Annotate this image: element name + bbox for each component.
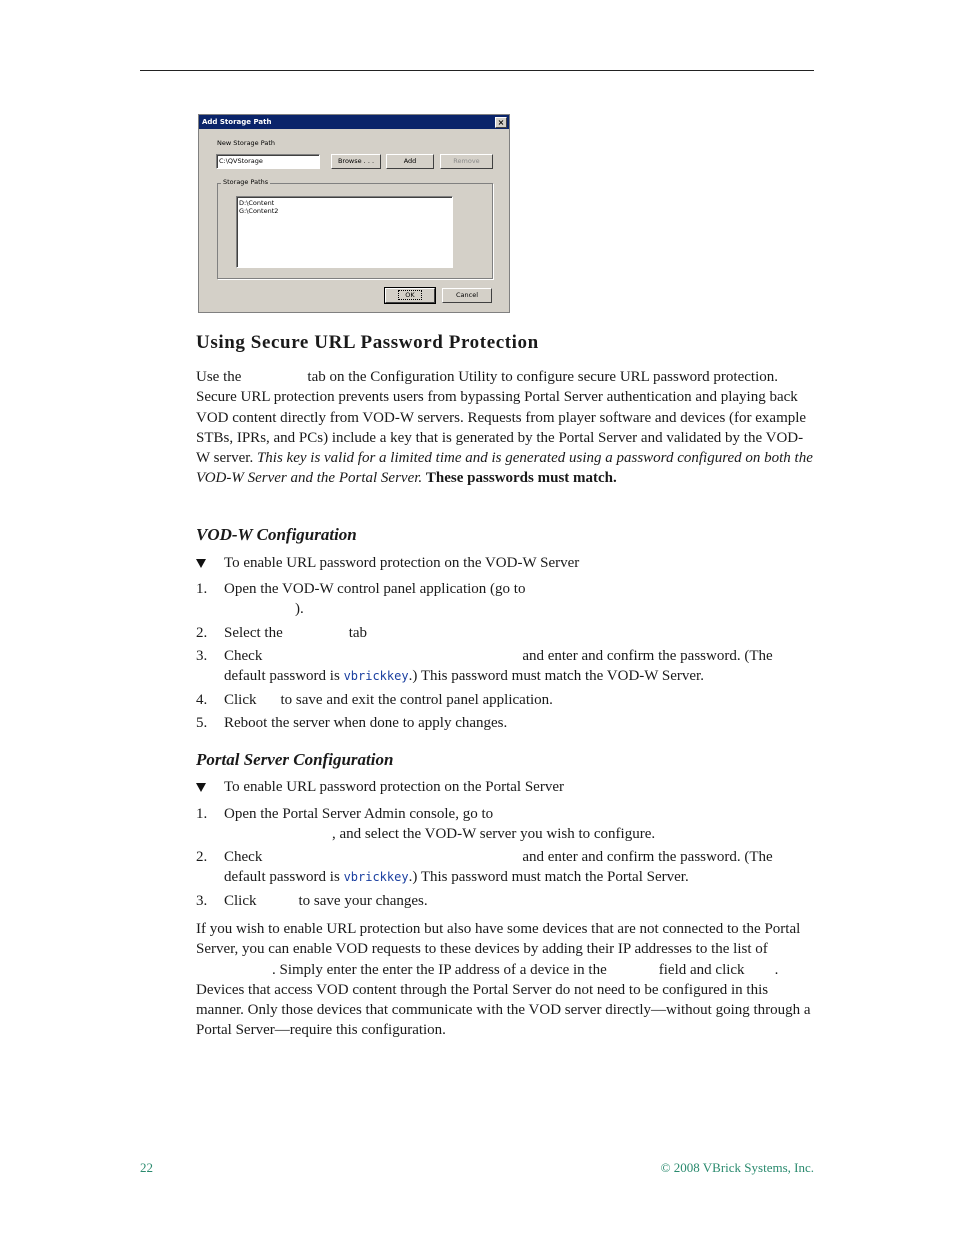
step-number: 1. — [196, 806, 208, 822]
browse-button[interactable]: Browse . . . — [331, 154, 381, 169]
ok-button[interactable] — [385, 288, 435, 303]
step-text: ). — [295, 601, 304, 618]
intro-text-b: tab on the Configuration Utility to configure secure URL password protection. Secure URL protection prevents users from bypassing Portal Server authentication and playing back VOD content directly from VOD-W servers. Requests from player software and devices (for example STBs, IPRs, and PCs) include a key that is generated by the Portal Server and validated by the VOD-W server. — [196, 369, 807, 467]
section-heading: Using Secure URL Password Protection — [196, 332, 539, 353]
step-number: 3. — [196, 648, 208, 664]
header-rule — [140, 70, 814, 71]
list-item[interactable]: G:\Content2 — [239, 207, 279, 215]
step-text: Click — [224, 893, 257, 909]
triangle-bullet-icon — [196, 783, 206, 792]
step-number: 5. — [196, 715, 208, 731]
step-text: .) This password must match the VOD-W Server. — [408, 668, 704, 685]
step-text: Open the Portal Server Admin console, go to — [224, 806, 494, 822]
storage-paths-list[interactable] — [236, 196, 453, 268]
storage-paths-group-label: Storage Paths — [223, 178, 269, 186]
vodw-task-text: To enable URL password protection on the VOD-W Server — [224, 555, 580, 571]
vodw-heading: VOD-W Configuration — [196, 525, 357, 544]
step-number: 2. — [196, 625, 208, 641]
intro-text-a: Use the — [196, 369, 242, 385]
new-storage-path-label: New Storage Path — [217, 139, 276, 147]
closing-paragraph — [196, 919, 814, 1041]
step-text: and enter and confirm the password. (The default password is — [224, 849, 773, 886]
default-password: vbrickkey — [343, 870, 409, 885]
step-text: Select the — [224, 625, 283, 641]
step-text: tab — [348, 625, 368, 641]
step-number: 1. — [196, 581, 208, 597]
step-number: 3. — [196, 893, 208, 909]
new-storage-path-input[interactable]: C:\QVStorage — [216, 154, 320, 169]
step-text: to save and exit the control panel application. — [280, 692, 553, 708]
copyright: © 2008 VBrick Systems, Inc. — [660, 1160, 814, 1175]
step-text: and enter and confirm the password. (The default password is — [224, 648, 773, 685]
page-number: 22 — [140, 1160, 153, 1175]
closing-text-b: . Simply enter the enter the IP address of a device in the — [272, 961, 607, 978]
add-button[interactable]: Add — [386, 154, 434, 169]
triangle-bullet-icon — [196, 559, 206, 568]
closing-text-d: . Devices that access VOD content through the Portal Server do not need to be configured in this manner. Only those devices that communicate with the VOD server directly—without going through a Portal Server—require this configuration. — [196, 961, 811, 1039]
intro-italic: This key is valid for a limited time and is generated using a password configured on both the VOD-W Server and the Portal Server. — [196, 450, 813, 487]
ok-button-label: OK — [398, 290, 421, 300]
intro-paragraph — [196, 367, 814, 489]
closing-text-a: If you wish to enable URL protection but also have some devices that are not connected to the Portal Server, you can enable VOD requests to these devices by adding their IP addresses to the list of — [196, 921, 801, 958]
default-password: vbrickkey — [343, 669, 409, 684]
step-text: Open the VOD-W control panel application (go to — [224, 581, 526, 597]
step-text: to save your changes. — [298, 893, 428, 909]
step-text: Reboot the server when done to apply changes. — [224, 715, 508, 731]
closing-text-c: field and click — [658, 961, 745, 978]
step-text: .) This password must match the Portal Server. — [408, 869, 689, 886]
remove-button[interactable]: Remove — [440, 154, 493, 169]
portal-heading: Portal Server Configuration — [196, 750, 394, 769]
step-text: , and select the VOD-W server you wish to configure. — [332, 826, 656, 843]
intro-bold: These passwords must match. — [425, 470, 617, 487]
step-text: Check — [224, 648, 263, 664]
add-storage-path-dialog — [198, 114, 510, 313]
step-text: Click — [224, 692, 257, 708]
list-item[interactable]: D:\Content — [239, 199, 275, 207]
dialog-title: Add Storage Path — [202, 118, 272, 126]
step-text: Check — [224, 849, 263, 865]
portal-task-text: To enable URL password protection on the Portal Server — [224, 779, 564, 795]
close-icon[interactable]: × — [495, 117, 507, 128]
cancel-button[interactable]: Cancel — [442, 288, 492, 303]
dialog-title-bar — [199, 115, 509, 129]
step-number: 4. — [196, 692, 208, 708]
step-number: 2. — [196, 849, 208, 865]
